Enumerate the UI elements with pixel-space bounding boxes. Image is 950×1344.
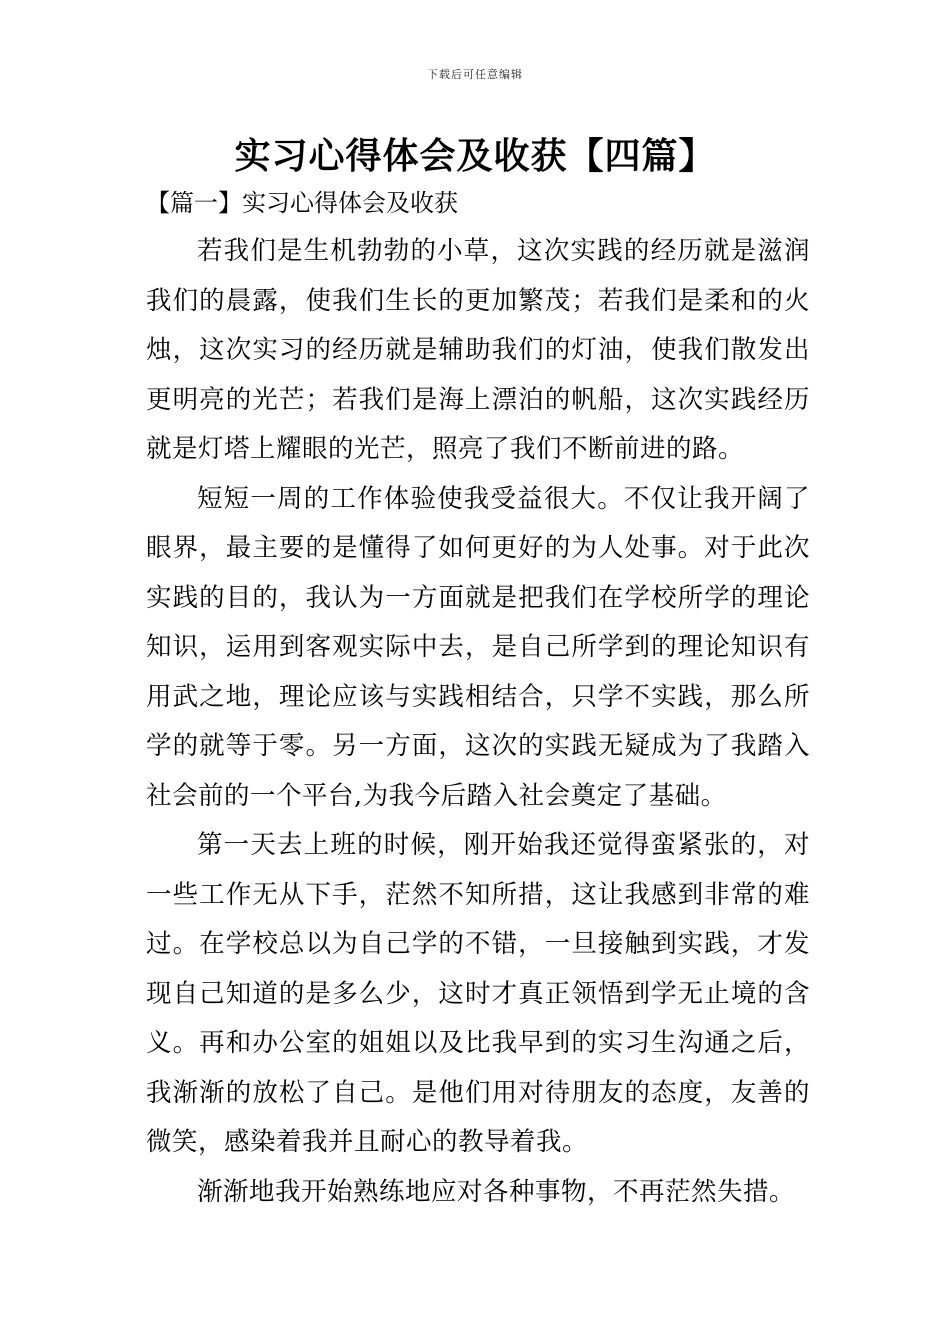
document-title: 实习心得体会及收获【四篇】 [234,135,716,177]
section-heading: 【篇一】实习心得体会及收获 [146,189,458,217]
document-body [146,227,810,1217]
paragraph: 短短一周的工作体验使我受益很大。不仅让我开阔了眼界，最主要的是懂得了如何更好的为人处事。对于此次实践的目的，我认为一方面就是把我们在学校所学的理论知识，运用到客观实际中去，是自己所学到的理论知识有用武之地，理论应该与实践相结合，只学不实践，那么所学的就等于零。另一方面，这次的实践无疑成为了我踏入社会前的一个平台,为我今后踏入社会奠定了基础。 [146,483,810,811]
paragraph: 若我们是生机勃勃的小草，这次实践的经历就是滋润我们的晨露，使我们生长的更加繁茂；若我们是柔和的火烛，这次实习的经历就是辅助我们的灯油，使我们散发出更明亮的光芒；若我们是海上漂泊的帆船，这次实践经历就是灯塔上耀眼的光芒，照亮了我们不断前进的路。 [146,236,810,464]
paragraph: 渐渐地我开始熟练地应对各种事物，不再茫然失措。 [197,1176,796,1207]
header-note: 下载后可任意编辑 [427,68,523,81]
paragraph: 第一天去上班的时候，刚开始我还觉得蛮紧张的，对一些工作无从下手，茫然不知所措，这让我感到非常的难过。在学校总以为自己学的不错，一旦接触到实践，才发现自己知道的是多么少，这时才真正领悟到学无止境的含义。再和办公室的姐姐以及比我早到的实习生沟通之后，我渐渐的放松了自己。是他们用对待朋友的态度，友善的微笑，感染着我并且耐心的教导着我。 [146,830,810,1157]
